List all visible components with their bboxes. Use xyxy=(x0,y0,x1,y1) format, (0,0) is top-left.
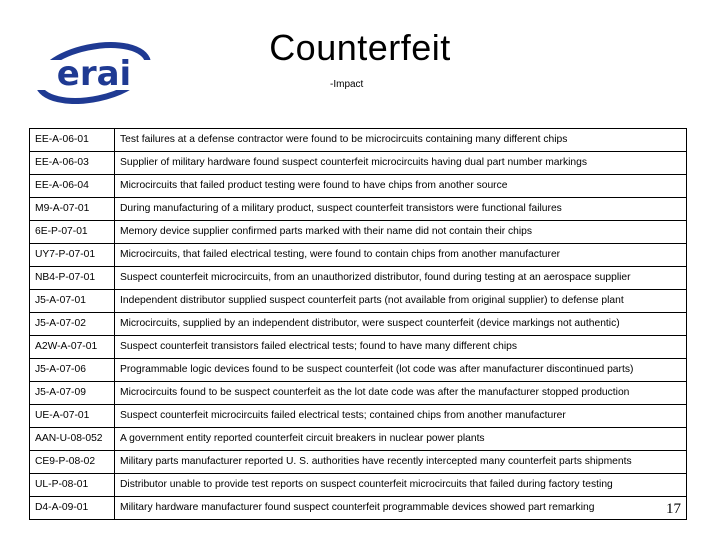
incident-description-cell: Microcircuits found to be suspect counterfeit as the lot date code was after the manufacturer stopped production xyxy=(115,382,687,405)
incident-description-cell: Suspect counterfeit microcircuits, from an unauthorized distributor, found during testing at an aerospace supplier xyxy=(115,267,687,290)
table-row xyxy=(30,290,687,313)
incident-description-cell: Military hardware manufacturer found suspect counterfeit programmable devices showed part remarking xyxy=(115,497,687,520)
incident-description-cell: Supplier of military hardware found suspect counterfeit microcircuits having dual part number markings xyxy=(115,152,687,175)
table-row xyxy=(30,428,687,451)
page-number: 17 xyxy=(666,501,681,517)
table-row xyxy=(30,313,687,336)
incident-description-cell: Suspect counterfeit transistors failed electrical tests; found to have many different chips xyxy=(115,336,687,359)
incident-description-cell: Programmable logic devices found to be suspect counterfeit (lot code was after manufacturer discontinued parts) xyxy=(115,359,687,382)
table-row xyxy=(30,221,687,244)
report-id-cell: EE-A-06-01 xyxy=(30,129,115,152)
table-row xyxy=(30,336,687,359)
incident-description-cell: Military parts manufacturer reported U. S. authorities have recently intercepted many counterfeit parts shipments xyxy=(115,451,687,474)
table-row xyxy=(30,382,687,405)
report-id-cell: J5-A-07-06 xyxy=(30,359,115,382)
report-id-cell: 6E-P-07-01 xyxy=(30,221,115,244)
report-id-cell: EE-A-06-04 xyxy=(30,175,115,198)
table-row xyxy=(30,359,687,382)
table-row xyxy=(30,405,687,428)
incident-description-cell: A government entity reported counterfeit circuit breakers in nuclear power plants xyxy=(115,428,687,451)
table-row xyxy=(30,129,687,152)
incident-description-cell: Microcircuits that failed product testing were found to have chips from another source xyxy=(115,175,687,198)
report-id-cell: NB4-P-07-01 xyxy=(30,267,115,290)
table-row xyxy=(30,267,687,290)
report-id-cell: M9-A-07-01 xyxy=(30,198,115,221)
report-id-cell: A2W-A-07-01 xyxy=(30,336,115,359)
incident-description-cell: Independent distributor supplied suspect counterfeit parts (not available from original supplier) to defense plant xyxy=(115,290,687,313)
incident-description-cell: Microcircuits, supplied by an independent distributor, were suspect counterfeit (device markings not authentic) xyxy=(115,313,687,336)
table-row xyxy=(30,451,687,474)
page-subtitle: -Impact xyxy=(330,79,364,90)
report-id-cell: UY7-P-07-01 xyxy=(30,244,115,267)
report-id-cell: EE-A-06-03 xyxy=(30,152,115,175)
incident-description-cell: Microcircuits, that failed electrical testing, were found to contain chips from another manufacturer xyxy=(115,244,687,267)
impact-table xyxy=(29,128,687,520)
incident-description-cell: Test failures at a defense contractor were found to be microcircuits containing many different chips xyxy=(115,129,687,152)
report-id-cell: AAN-U-08-052 xyxy=(30,428,115,451)
report-id-cell: J5-A-07-02 xyxy=(30,313,115,336)
report-id-cell: J5-A-07-01 xyxy=(30,290,115,313)
erai-logo xyxy=(30,40,160,104)
page-title: Counterfeit xyxy=(269,27,451,68)
incident-description-cell: Memory device supplier confirmed parts marked with their name did not contain their chips xyxy=(115,221,687,244)
table-row xyxy=(30,244,687,267)
report-id-cell: UL-P-08-01 xyxy=(30,474,115,497)
table-row xyxy=(30,474,687,497)
incident-description-cell: Suspect counterfeit microcircuits failed electrical tests; contained chips from another manufacturer xyxy=(115,405,687,428)
logo-text: erai xyxy=(56,54,132,94)
table-row xyxy=(30,175,687,198)
table-row xyxy=(30,198,687,221)
incident-description-cell: Distributor unable to provide test reports on suspect counterfeit microcircuits that failed during factory testing xyxy=(115,474,687,497)
table-row xyxy=(30,497,687,520)
incident-description-cell: During manufacturing of a military product, suspect counterfeit transistors were functional failures xyxy=(115,198,687,221)
report-id-cell: UE-A-07-01 xyxy=(30,405,115,428)
table-row xyxy=(30,152,687,175)
report-id-cell: D4-A-09-01 xyxy=(30,497,115,520)
report-id-cell: J5-A-07-09 xyxy=(30,382,115,405)
report-id-cell: CE9-P-08-02 xyxy=(30,451,115,474)
